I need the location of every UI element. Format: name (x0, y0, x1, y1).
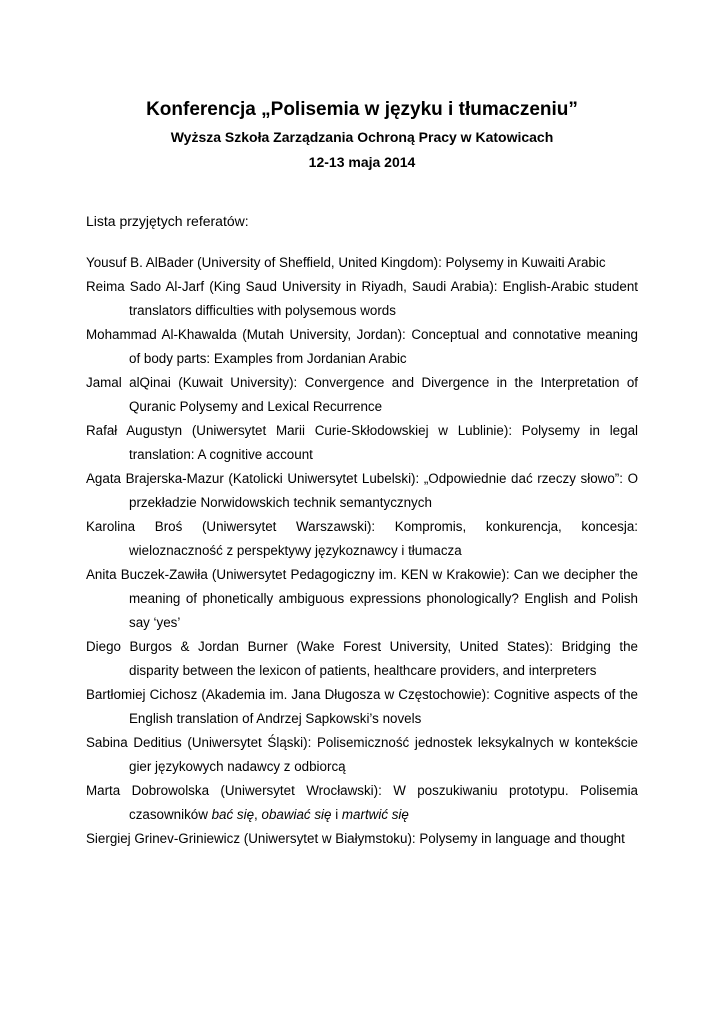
italic-term: bać się (211, 807, 255, 822)
reference-text: Marta Dobrowolska (Uniwersytet Wrocławski): W poszukiwaniu prototypu. Polisemia czasowników (86, 783, 638, 822)
separator: , (254, 807, 262, 822)
reference-item: Karolina Broś (Uniwersytet Warszawski): Kompromis, konkurencja, koncesja: wieloznaczność z perspektywy językoznawcy i tłumacza (86, 519, 638, 558)
reference-item: Mohammad Al-Khawalda (Mutah University, Jordan): Conceptual and connotative meaning of body parts: Examples from Jordanian Arabic (86, 327, 638, 366)
reference-item: Diego Burgos & Jordan Burner (Wake Forest University, United States): Bridging the disparity between the lexicon of patients, healthcare providers, and interpreters (86, 639, 638, 678)
reference-item: Bartłomiej Cichosz (Akademia im. Jana Długosza w Częstochowie): Cognitive aspects of the English translation of Andrzej Sapkowski’s novels (86, 687, 638, 726)
reference-list (86, 251, 638, 851)
conference-date: 12-13 maja 2014 (308, 154, 416, 170)
institution-name: Wyższa Szkoła Zarządzania Ochroną Pracy w Katowicach (170, 129, 554, 145)
conference-title: Konferencja „Polisemia w języku i tłumaczeniu” (146, 99, 578, 120)
reference-item: Reima Sado Al-Jarf (King Saud University in Riyadh, Saudi Arabia): English-Arabic student translators difficulties with polysemous words (86, 279, 638, 318)
reference-item: Yousuf B. AlBader (University of Sheffield, United Kingdom): Polysemy in Kuwaiti Arabic (86, 255, 606, 270)
reference-item-dobrowolska (86, 779, 638, 827)
reference-item: Sabina Deditius (Uniwersytet Śląski): Polisemiczność jednostek leksykalnych w kontekście gier językowych nadawcy z odbiorcą (86, 735, 638, 774)
reference-item: Rafał Augustyn (Uniwersytet Marii Curie-Skłodowskiej w Lublinie): Polysemy in legal translation: A cognitive account (86, 423, 638, 462)
reference-item: Siergiej Grinev-Griniewicz (Uniwersytet w Białymstoku): Polysemy in language and thought (86, 831, 625, 846)
list-heading: Lista przyjętych referatów: (86, 213, 249, 229)
reference-item: Jamal alQinai (Kuwait University): Convergence and Divergence in the Interpretation of Quranic Polysemy and Lexical Recurrence (86, 375, 638, 414)
italic-term: obawiać się (261, 807, 332, 822)
italic-term: martwić się (341, 807, 409, 822)
reference-item: Anita Buczek-Zawiła (Uniwersytet Pedagogiczny im. KEN w Krakowie): Can we decipher the meaning of phonetically ambiguous expressions phonologically? English and Polish say ‘yes’ (86, 567, 638, 630)
separator: i (331, 807, 342, 822)
reference-item: Agata Brajerska-Mazur (Katolicki Uniwersytet Lubelski): „Odpowiednie dać rzeczy słowo”: O przekładzie Norwidowskich technik semantycznych (86, 471, 638, 510)
